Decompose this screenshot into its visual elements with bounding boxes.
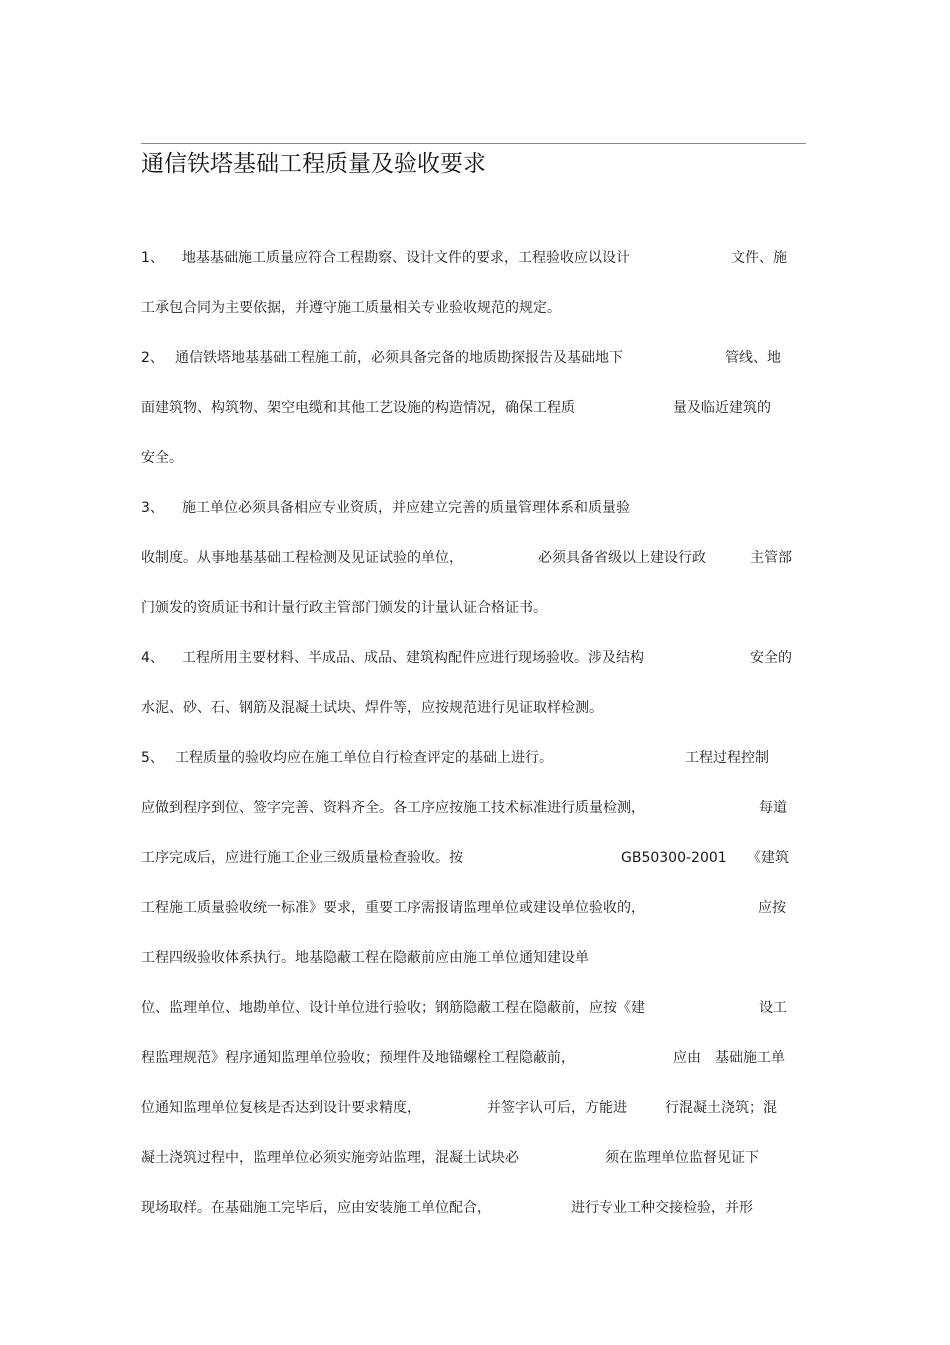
text-segment: 工程过程控制 [685, 750, 769, 766]
list-number: 3、 [141, 500, 164, 516]
text-line [141, 645, 801, 671]
text-segment: 应做到程序到位、签字完善、资料齐全。各工序应按施工技术标准进行质量检测， [141, 800, 645, 816]
text-segment: 应按 [758, 900, 786, 916]
text-segment: 文件、施 [731, 250, 787, 266]
list-number: 1、 [141, 250, 164, 266]
text-segment: 门颁发的资质证书和计量行政主管部门颁发的计量认证合格证书。 [141, 600, 547, 616]
text-line [141, 895, 801, 921]
text-segment: 每道 [759, 800, 787, 816]
text-line [141, 295, 801, 321]
text-segment: 基础施工单 [715, 1050, 785, 1066]
text-segment: 安全。 [141, 450, 183, 466]
text-line [141, 545, 801, 571]
text-line [141, 1195, 801, 1221]
text-line [141, 445, 801, 471]
list-number: 2、 [141, 350, 164, 366]
text-line [141, 245, 801, 271]
text-segment: 行混凝土浇筑；混 [665, 1100, 777, 1116]
text-line [141, 395, 801, 421]
text-segment: 地基基础施工质量应符合工程勘察、设计文件的要求，工程验收应以设计 [182, 250, 630, 266]
header-rule [141, 143, 806, 144]
text-segment: 《建筑 [747, 850, 789, 866]
text-segment: 工程四级验收体系执行。地基隐蔽工程在隐蔽前应由施工单位通知建设单 [141, 950, 589, 966]
text-segment: 通信铁塔地基基础工程施工前，必须具备完备的地质勘探报告及基础地下 [175, 350, 623, 366]
list-number: 4、 [141, 650, 164, 666]
text-segment: 工程所用主要材料、半成品、成品、建筑构配件应进行现场验收。涉及结构 [182, 650, 644, 666]
text-segment: 收制度。从事地基基础工程检测及见证试验的单位， [141, 550, 463, 566]
text-segment: 工程施工质量验收统一标准》要求，重要工序需报请监理单位或建设单位验收的， [141, 900, 645, 916]
document-title: 通信铁塔基础工程质量及验收要求 [141, 151, 486, 177]
text-line [141, 1095, 801, 1121]
text-segment: 施工单位必须具备相应专业资质，并应建立完善的质量管理体系和质量验 [182, 500, 630, 516]
list-number: 5、 [141, 750, 164, 766]
text-segment: 面建筑物、构筑物、架空电缆和其他工艺设施的构造情况，确保工程质 [141, 400, 575, 416]
standard-code: GB50300-2001 [621, 850, 727, 866]
text-segment: 必须具备省级以上建设行政 [538, 550, 706, 566]
text-segment: 管线、地 [725, 350, 781, 366]
text-line [141, 845, 801, 871]
text-segment: 程监理规范》程序通知监理单位验收；预埋件及地锚螺栓工程隐蔽前， [141, 1050, 575, 1066]
text-line [141, 1045, 801, 1071]
text-segment: 工序完成后，应进行施工企业三级质量检查验收。按 [141, 850, 463, 866]
text-segment: 进行专业工种交接检验，并形 [571, 1200, 753, 1216]
text-segment: 水泥、砂、石、钢筋及混凝土试块、焊件等，应按规范进行见证取样检测。 [141, 700, 603, 716]
text-segment: 并签字认可后，方能进 [487, 1100, 627, 1116]
text-segment: 量及临近建筑的 [673, 400, 771, 416]
text-line [141, 495, 801, 521]
text-segment: 现场取样。在基础施工完毕后，应由安装施工单位配合， [141, 1200, 491, 1216]
text-segment: 凝土浇筑过程中，监理单位必须实施旁站监理，混凝土试块必 [141, 1150, 519, 1166]
text-segment: 安全的 [750, 650, 792, 666]
text-segment: 主管部 [750, 550, 792, 566]
text-line [141, 995, 801, 1021]
text-line [141, 1145, 801, 1171]
text-line [141, 595, 801, 621]
text-segment: 位通知监理单位复核是否达到设计要求精度， [141, 1100, 421, 1116]
text-segment: 须在监理单位监督见证下 [605, 1150, 759, 1166]
text-line [141, 795, 801, 821]
text-line [141, 345, 801, 371]
text-segment: 设工 [759, 1000, 787, 1016]
text-segment: 工承包合同为主要依据，并遵守施工质量相关专业验收规范的规定。 [141, 300, 561, 316]
text-line [141, 745, 801, 771]
text-line [141, 695, 801, 721]
text-line [141, 945, 801, 971]
text-segment: 应由 [673, 1050, 701, 1066]
text-segment: 工程质量的验收均应在施工单位自行检查评定的基础上进行。 [175, 750, 553, 766]
text-segment: 位、监理单位、地勘单位、设计单位进行验收；钢筋隐蔽工程在隐蔽前，应按《建 [141, 1000, 645, 1016]
